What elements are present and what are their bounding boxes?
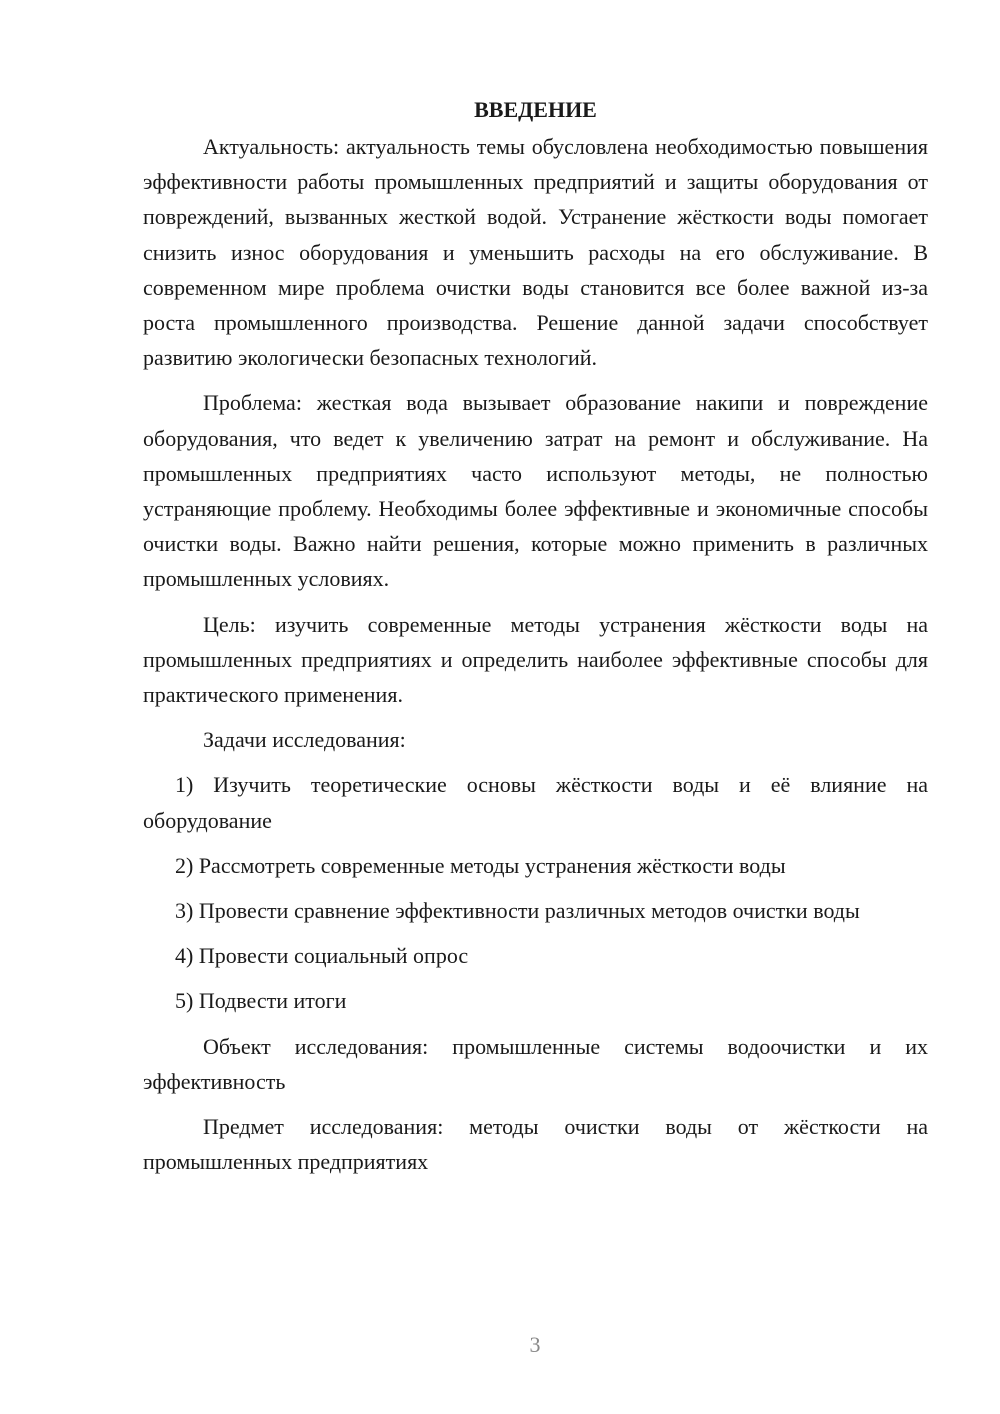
task-item-5: 5) Подвести итоги — [175, 988, 347, 1014]
relevance-paragraph: Актуальность: актуальность темы обусловлена необходимостью повышения эффективности работы промышленных предприятий и защиты оборудования от повреждений, вызванных жесткой водой. Устранение жёсткости воды помогает снизить износ оборудования и уменьшить расходы на его обслуживание. В современном мире проблема очистки воды становится все более важной из-за роста промышленного производства. Решение данной задачи способствует развитию экологически безопасных технологий. — [143, 134, 928, 371]
object-paragraph: Объект исследования: промышленные системы водоочистки и их эффективность — [143, 1033, 928, 1094]
task-item-2: 2) Рассмотреть современные методы устранения жёсткости воды — [175, 852, 786, 878]
task-item-3: 3) Провести сравнение эффективности различных методов очистки воды — [175, 898, 860, 924]
tasks-title: Задачи исследования: — [203, 727, 406, 753]
task-item-4: 4) Провести социальный опрос — [175, 943, 469, 969]
section-heading: ВВЕДЕНИЕ — [474, 97, 597, 122]
subject-paragraph: Предмет исследования: методы очистки воды от жёсткости на промышленных предприятиях — [143, 1114, 928, 1175]
document-page — [143, 92, 928, 1189]
problem-paragraph: Проблема: жесткая вода вызывает образование накипи и повреждение оборудования, что ведет к увеличению затрат на ремонт и обслуживание. На промышленных предприятиях часто используют методы, не полностью устраняющие проблему. Необходимы более эффективные и экономичные способы очистки воды. Важно найти решения, которые можно применить в различных промышленных условиях. — [143, 390, 928, 592]
goal-paragraph: Цель: изучить современные методы устранения жёсткости воды на промышленных предприятиях и определить наиболее эффективные способы для практического применения. — [143, 611, 928, 708]
task-item-1: 1) Изучить теоретические основы жёсткости воды и её влияние на оборудование — [143, 772, 928, 833]
page-number: 3 — [529, 1332, 541, 1357]
